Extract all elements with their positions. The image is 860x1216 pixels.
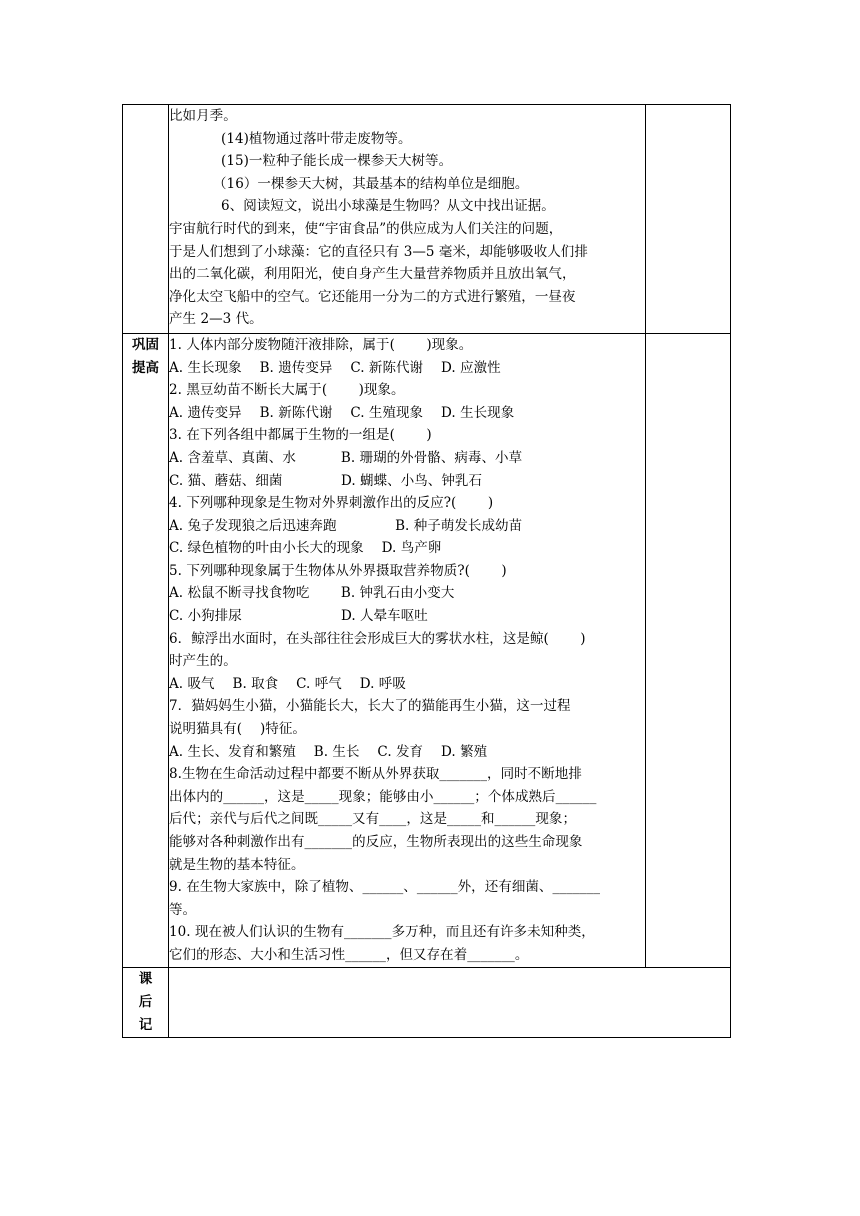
- options-line: A. 生长、发育和繁殖 B. 生长 C. 发育 D. 繁殖: [169, 743, 488, 760]
- lesson-table: [122, 104, 731, 1038]
- consolidation-row: [123, 333, 731, 967]
- passage-line: 产生 2—3 代。: [169, 311, 263, 328]
- options-line: C. 猫、蘑菇、细菌 D. 蝴蝶、小鸟、钟乳石: [169, 472, 482, 489]
- fill-in-line: 等。: [169, 901, 197, 918]
- passage-line: 宇宙航行时代的到来，使“宇宙食品”的供应成为人们关注的问题，: [169, 220, 563, 237]
- question-line: 7．猫妈妈生小猫，小猫能长大，长大了的猫能再生小猫，这一过程: [169, 698, 571, 715]
- consolidation-label: [123, 333, 169, 967]
- continuation-label-cell: [123, 105, 169, 334]
- options-line: A. 松鼠不断寻找食物吃 B. 钟乳石由小变大: [169, 585, 455, 602]
- label-line: 巩固: [132, 336, 159, 353]
- label-char: 课: [138, 970, 153, 987]
- passage-line: 出的二氧化碳，利用阳光，使自身产生大量营养物质并且放出氧气，: [169, 266, 576, 283]
- side-notes-cell: [646, 333, 731, 967]
- options-line: A. 生长现象 B. 遗传变异 C. 新陈代谢 D. 应激性: [169, 359, 501, 376]
- question-line: 时产生的。: [169, 653, 237, 670]
- fill-in-line: 就是生物的基本特征。: [169, 856, 305, 873]
- options-line: A. 吸气 B. 取食 C. 呼气 D. 呼吸: [169, 675, 406, 692]
- options-line: A. 含羞草、真菌、水 B. 珊瑚的外骨骼、病毒、小草: [169, 449, 523, 466]
- label-char: 记: [138, 1016, 153, 1033]
- text-line: (15)一粒种子能长成一棵参天大树等。: [221, 153, 453, 170]
- review-notes-area[interactable]: [169, 967, 731, 1037]
- continuation-content: [169, 105, 646, 334]
- passage-line: 于是人们想到了小球藻：它的直径只有 3—5 毫米，却能够吸收人们排: [169, 243, 588, 260]
- fill-in-line: 后代；亲代与后代之间既_____又有____，这是_____和______现象；: [169, 811, 576, 828]
- fill-in-line: 8.生物在生命活动过程中都要不断从外界获取_______，同时不断地排: [169, 766, 582, 783]
- question-line: 4. 下列哪种现象是生物对外界刺激作出的反应?( ): [169, 495, 494, 512]
- fill-in-line: 能够对各种刺激作出有_______的反应，生物所表现出的这些生命现象: [169, 834, 583, 850]
- fill-in-line: 9. 在生物大家族中，除了植物、______、______外，还有细菌、_______: [169, 879, 601, 896]
- fill-in-line: 它们的形态、大小和生活习性______，但又存在着_______。: [169, 946, 529, 963]
- options-line: A. 兔子发现狼之后迅速奔跑 B. 种子萌发长成幼苗: [169, 517, 523, 534]
- consolidation-content: [169, 333, 646, 967]
- question-line: 1. 人体内部分废物随汗液排除，属于( )现象。: [169, 336, 473, 353]
- fill-in-line: 出体内的______，这是_____现象；能够由小______；个体成熟后______: [169, 788, 597, 805]
- fill-in-line: 10. 现在被人们认识的生物有_______多万种，而且还有许多未知种类，: [169, 924, 595, 941]
- text-line: 比如月季。: [169, 108, 237, 124]
- label-char: 后: [138, 993, 153, 1010]
- passage-line: 净化太空飞船中的空气。它还能用一分为二的方式进行繁殖，一昼夜: [169, 288, 576, 305]
- options-line: C. 小狗排尿 D. 人晕车呕吐: [169, 608, 428, 625]
- question-line: 5. 下列哪种现象属于生物体从外界摄取营养物质?( ): [169, 562, 507, 579]
- label-line: 提高: [132, 359, 159, 376]
- continuation-row: [123, 105, 731, 334]
- options-line: C. 绿色植物的叶由小长大的现象 D. 鸟产卵: [169, 540, 442, 557]
- text-line: (14)植物通过落叶带走废物等。: [221, 130, 412, 147]
- question-line: 2. 黑豆幼苗不断长大属于( )现象。: [169, 382, 405, 399]
- review-label: [123, 967, 169, 1037]
- question-heading: 6、阅读短文，说出小球藻是生物吗？从文中找出证据。: [221, 198, 555, 215]
- review-row: [123, 967, 731, 1037]
- question-line: 说明猫具有( )特征。: [169, 721, 306, 738]
- text-line: （16）一棵参天大树，其最基本的结构单位是细胞。: [213, 175, 529, 192]
- side-notes-cell: [646, 105, 731, 334]
- question-line: 3. 在下列各组中都属于生物的一组是( ): [169, 427, 432, 444]
- options-line: A. 遗传变异 B. 新陈代谢 C. 生殖现象 D. 生长现象: [169, 404, 515, 421]
- question-line: 6．鲸浮出水面时，在头部往往会形成巨大的雾状水柱，这是鲸( ): [169, 630, 586, 647]
